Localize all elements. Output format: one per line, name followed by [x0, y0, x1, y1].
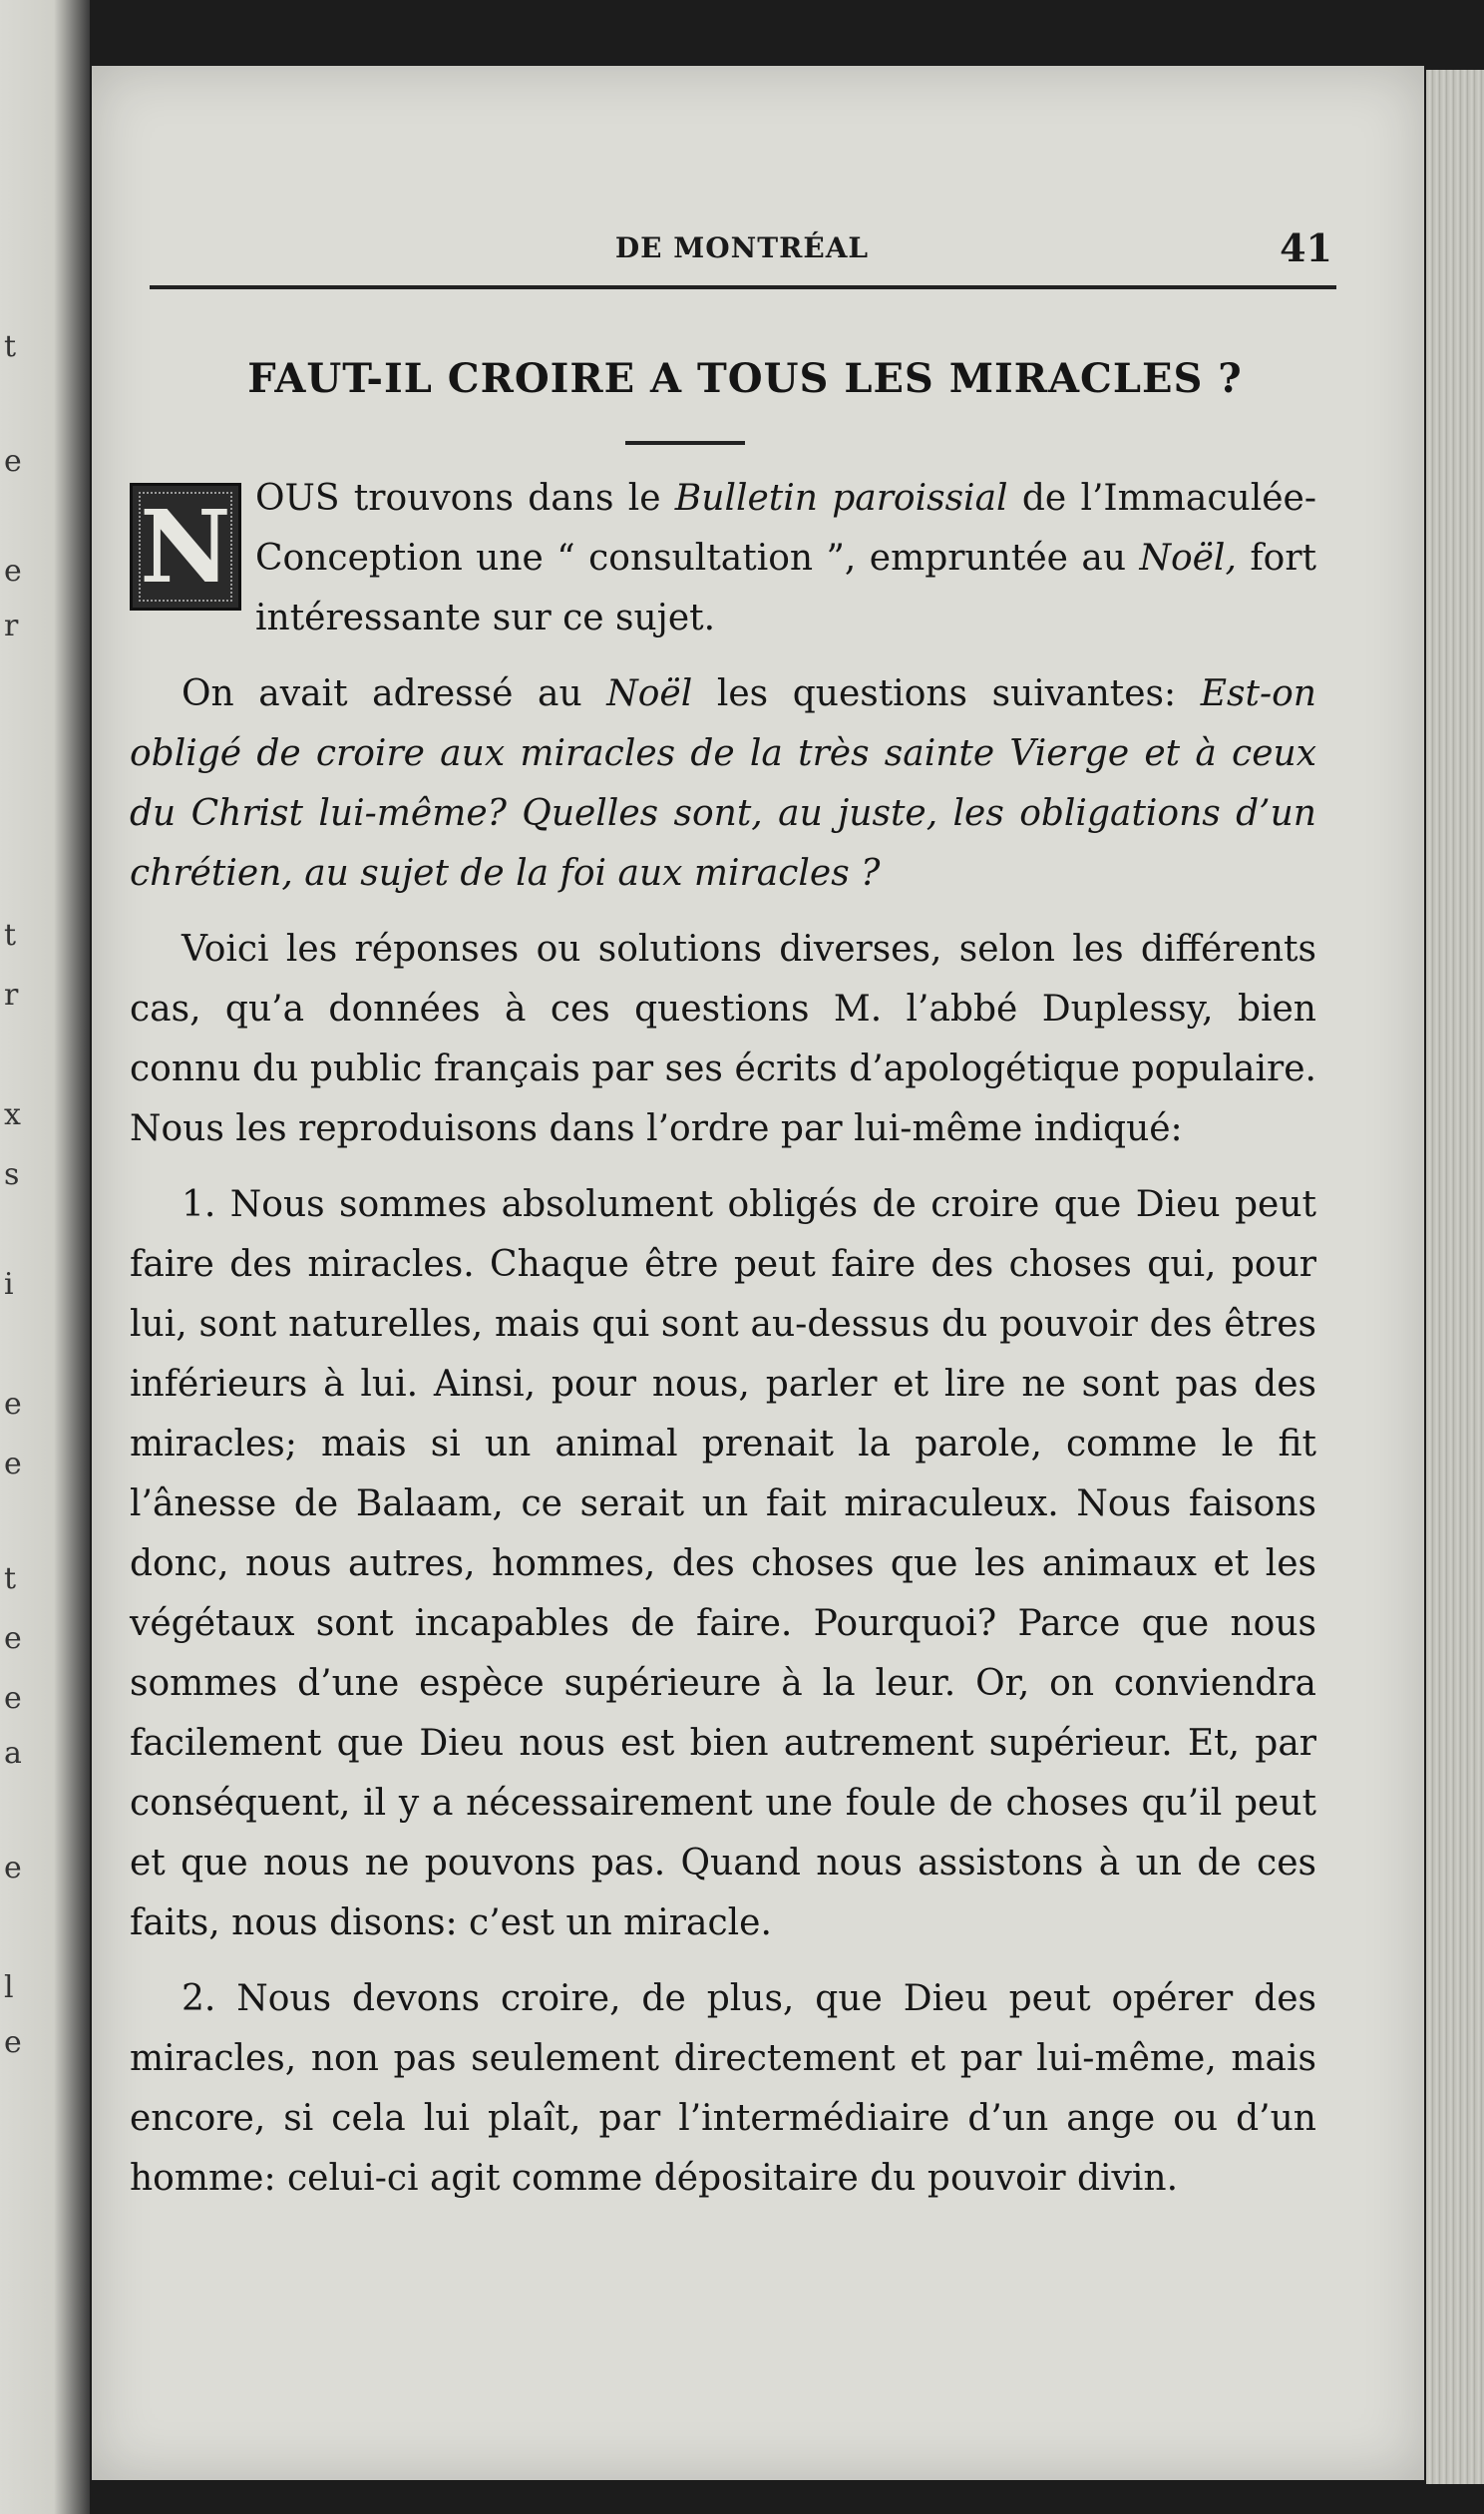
text-run: On avait adressé au: [182, 673, 607, 714]
margin-fragment: t: [4, 329, 17, 364]
ornamental-dropcap: [130, 483, 241, 611]
running-title: DE MONTRÉAL: [614, 231, 870, 264]
margin-fragment: e: [4, 444, 22, 479]
text-run: trouvons dans le: [339, 478, 675, 519]
margin-fragment: t: [4, 1561, 17, 1596]
margin-fragment: a: [4, 1736, 22, 1771]
paragraph-1: [130, 469, 1316, 648]
margin-fragment: i: [4, 1267, 14, 1302]
margin-fragment: e: [4, 1447, 22, 1481]
margin-fragment: e: [4, 1621, 22, 1656]
running-header: [152, 225, 1332, 291]
margin-fragment: t: [4, 918, 17, 953]
opening-smallcaps: OUS: [255, 478, 340, 519]
margin-fragment: x: [4, 1097, 21, 1132]
facing-page-edge: [0, 0, 90, 2514]
italic-run: Bulletin paroissial: [674, 478, 1008, 519]
margin-fragment: r: [4, 978, 19, 1013]
margin-fragment: e: [4, 1851, 22, 1886]
paragraph-3: Voici les réponses ou solutions diverses, selon les différents cas, qu’a données à ces questions M. l’abbé Duplessy, bien connu du public français par ses écrits d’apologétique populaire. Nous les reproduisons dans l’ordre par lui-même indiqué:: [130, 929, 1316, 1149]
margin-fragment: r: [4, 609, 19, 643]
margin-fragment: e: [4, 1681, 22, 1716]
paragraph-4: 1. Nous sommes absolument obligés de croire que Dieu peut faire des miracles. Chaque être peut faire des choses qui, pour lui, sont naturelles, mais qui sont au-dessus du pouvoir des êtres inférieurs à lui. Ainsi, pour nous, parler et lire ne sont pas des miracles; mais si un animal prenait la parole, comme le fit l’ânesse de Balaam, ce serait un fait miraculeux. Nous faisons donc, nous autres, hommes, des choses que les animaux et les végétaux sont incapables de faire. Pourquoi? Parce que nous sommes d’une espèce supérieure à la leur. Or, on conviendra facilement que Dieu nous est bien autrement supérieur. Et, par conséquent, il y a nécessairement une foule de choses qu’il peut et que nous ne pouvons pas. Quand nous assistons à un de ces faits, nous disons: c’est un miracle.: [130, 1184, 1316, 1943]
dropcap-letter: N: [140, 488, 231, 606]
margin-fragment: e: [4, 554, 22, 589]
book-page: [92, 66, 1424, 2480]
article-body: [130, 469, 1316, 2225]
italic-run: Est-on obligé de croire aux miracles de la très sainte Vierge et à ceux du Christ lui-même? Quelles sont, au juste, les obligations d’un chrétien, au sujet de la foi aux miracles ?: [130, 673, 1316, 894]
page-number: 41: [1280, 225, 1332, 270]
page-stack-edge: [1426, 70, 1484, 2484]
paragraph-5: 2. Nous devons croire, de plus, que Dieu peut opérer des miracles, non pas seulement directement et par lui-même, mais encore, si cela lui plaît, par l’intermédiaire d’un ange ou d’un homme: celui-ci agit comme dépositaire du pouvoir divin.: [130, 1978, 1316, 2199]
article-title: FAUT-IL CROIRE A TOUS LES MIRACLES ?: [247, 355, 1243, 402]
margin-fragment: e: [4, 2025, 22, 2060]
paragraph-2: [130, 664, 1316, 904]
text-run: fort intéressante sur ce sujet.: [255, 538, 1316, 638]
margin-fragment: e: [4, 1387, 22, 1422]
margin-fragment: l: [4, 1970, 14, 2005]
italic-run: Noël: [606, 673, 693, 714]
italic-run: Noël,: [1139, 538, 1237, 579]
text-run: de l’Immaculée-Conception une “ consultation ”, empruntée au: [255, 478, 1316, 579]
margin-fragment: s: [4, 1157, 20, 1192]
text-run: les questions suivantes:: [692, 673, 1201, 714]
title-separator: [625, 441, 745, 445]
header-rule: [150, 285, 1336, 289]
